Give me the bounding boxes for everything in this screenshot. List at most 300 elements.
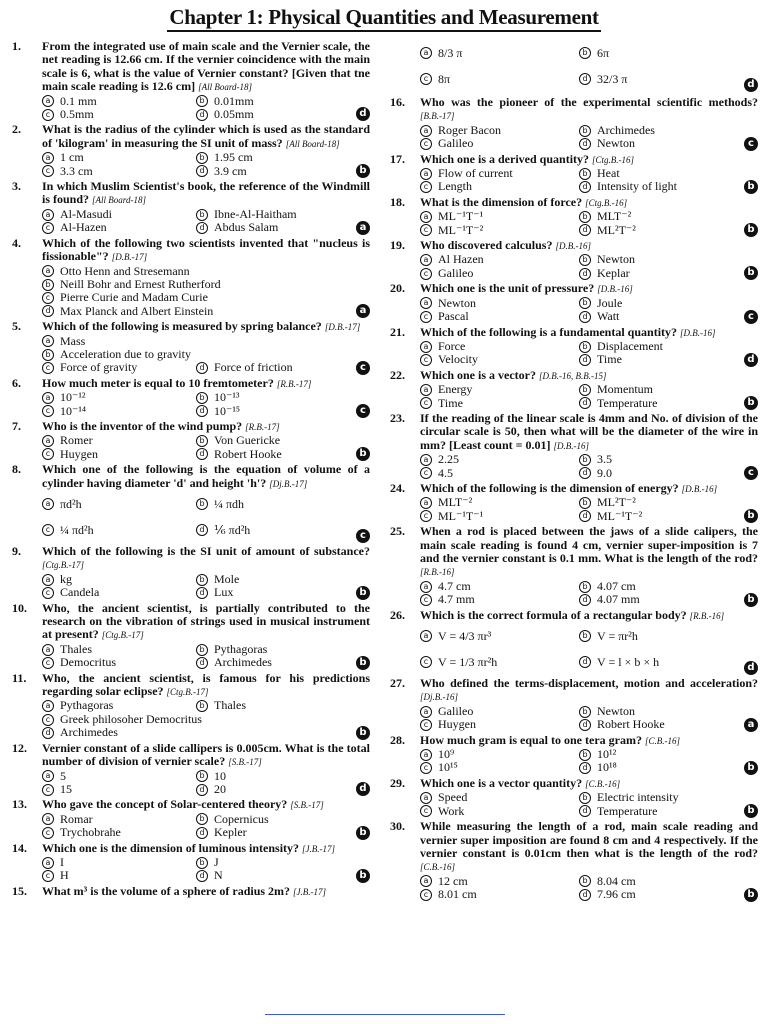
option-text: 10¹² [597,747,617,762]
option-marker: b [196,95,208,107]
option-b [42,278,344,291]
answer-badge: b [356,826,370,840]
option-b [579,580,732,593]
question-20 [390,282,758,323]
option-a [420,748,573,761]
option-marker: a [42,265,54,277]
option-text: 1.95 cm [214,150,253,165]
option-b [42,348,344,361]
option-marker: d [579,467,591,479]
option-text: 0.1 mm [60,93,97,108]
option-b [196,573,344,586]
answer-badge: b [356,447,370,461]
option-marker: c [420,719,432,731]
option-a [420,496,573,509]
option-d [579,224,732,237]
question-number: 11. [12,670,27,685]
option-a [420,210,573,223]
question-9 [12,545,370,600]
option-marker: b [579,497,591,509]
question-10 [12,602,370,670]
board-source: [C.B.-16] [644,735,680,746]
board-source: [B.B.-17] [420,111,455,122]
option-text: 8.01 cm [438,887,477,902]
option-text: Huygen [60,446,98,461]
options-list [12,770,370,797]
board-source: [D.B.-16] [680,327,716,338]
option-text: 32/3 π [597,72,628,86]
question-number: 17. [390,151,405,166]
option-a [42,573,190,586]
left-column [12,40,370,899]
option-marker: c [420,762,432,774]
question-body: Who discovered calculus? [420,238,556,253]
question-row [390,96,758,124]
option-text: Temperature [597,803,658,818]
question-21 [390,326,758,367]
option-c [42,448,190,461]
option-marker: c [42,524,54,536]
option-d [579,397,732,410]
page-title: Chapter 1: Physical Quantities and Measurement [0,5,768,30]
option-text: 10⁻¹³ [214,390,240,405]
option-a [420,297,573,310]
question-body: Which one is the unit of pressure? [420,281,598,296]
option-marker: a [420,125,432,137]
option-a [42,813,190,826]
option-text: Force [438,338,466,353]
answer-badge: d [744,78,758,92]
question-number: 29. [390,775,405,790]
option-text: Robert Hooke [597,717,665,732]
option-marker: b [196,209,208,221]
option-d [579,267,732,280]
option-text: Pythagoras [214,641,268,656]
answer-badge: b [744,266,758,280]
option-marker: a [42,813,54,825]
question-row [390,777,758,791]
option-text: Otto Henn and Stresemann [60,263,190,278]
board-source: [R.B.-17] [276,378,312,389]
option-marker: d [579,719,591,731]
option-text: Energy [438,382,473,397]
option-text: Candela [60,585,100,600]
question-number: 8. [12,462,21,477]
option-text: 8/3 π [438,46,463,60]
option-text: 3.3 cm [60,163,93,178]
option-marker: b [579,125,591,137]
option-d [196,165,344,178]
option-text: ML⁻¹T⁻¹ [438,508,484,523]
option-marker: c [42,109,54,121]
option-text: 20 [214,781,226,796]
option-text: Neill Bohr and Ernest Rutherford [60,276,221,291]
option-d [579,761,732,774]
option-d [196,517,344,543]
option-marker: a [420,454,432,466]
option-marker: b [579,454,591,466]
option-text: Velocity [438,352,478,367]
question-text [420,196,758,210]
option-text: Heat [597,166,620,181]
option-marker: d [579,311,591,323]
option-marker: c [420,889,432,901]
question-text [42,377,370,391]
option-b [196,151,344,164]
option-text: Force of gravity [60,360,138,375]
option-text: Work [438,803,465,818]
option-text: 0.5mm [60,107,94,122]
question-14 [12,842,370,883]
option-marker: a [420,792,432,804]
option-marker: d [579,656,591,668]
answer-badge: b [744,396,758,410]
question-number: 22. [390,367,405,382]
board-source: [Ctg.B.-17] [166,687,209,698]
option-text: Galileo [438,265,474,280]
question-text [420,282,758,296]
question-number: 27. [390,676,405,691]
options-list [390,383,758,410]
option-a [420,875,573,888]
board-source: [S.B.-17] [290,800,324,811]
option-a [42,491,190,517]
option-b [196,491,344,517]
option-b [196,95,344,108]
option-marker: d [579,805,591,817]
question-body: Which one is the dimension of luminous intensity? [42,840,303,855]
question-text [42,123,370,151]
question-text [420,777,758,791]
question-text [42,237,370,265]
question-text [42,602,370,643]
option-marker: c [420,181,432,193]
option-d [579,66,732,92]
option-marker: a [420,497,432,509]
option-text: ML⁻¹T⁻² [597,508,643,523]
option-c [420,593,573,606]
options-list [12,391,370,418]
option-text: 6π [597,46,610,60]
question-number: 24. [390,480,405,495]
board-source: [Ctg.B.-16] [585,197,628,208]
question-row [390,820,758,875]
answer-badge: c [744,466,758,480]
option-marker: d [579,268,591,280]
board-source: [Ctg.B.-16] [592,154,635,165]
board-source: [All Board-18] [285,138,340,149]
option-marker: b [579,341,591,353]
option-text: Acceleration due to gravity [60,346,191,361]
question-number: 19. [390,238,405,253]
option-c [42,405,190,418]
option-marker: b [579,384,591,396]
question-28 [390,734,758,775]
option-text: Galileo [438,703,474,718]
option-text: Kepler [214,825,247,840]
options-list [12,813,370,840]
question-1 [12,40,370,121]
option-marker: b [579,47,591,59]
question-row [390,412,758,453]
option-marker: d [42,727,54,739]
question-text [420,609,758,623]
option-text: Archimedes [597,122,655,137]
answer-badge: b [356,656,370,670]
option-text: Archimedes [214,655,272,670]
question-2 [12,123,370,178]
option-marker: a [42,644,54,656]
option-marker: a [42,770,54,782]
question-row [390,326,758,340]
option-marker: a [42,392,54,404]
option-marker: c [420,397,432,409]
option-d [579,180,732,193]
question-text [420,153,758,167]
question-text [420,677,758,705]
answer-badge: d [744,661,758,675]
option-d [196,405,344,418]
option-marker: a [420,384,432,396]
question-body: Which of the following is the SI unit of amount of substance? [42,544,370,558]
option-b [579,383,732,396]
option-marker: d [579,510,591,522]
option-c [42,869,190,882]
question-row [12,672,370,700]
answer-badge: a [356,304,370,318]
option-text: 4.07 mm [597,592,640,607]
option-text: Democritus [60,655,116,670]
question-text [42,40,370,95]
question-number: 3. [12,179,21,194]
option-text: 4.5 [438,465,453,480]
question-row [12,463,370,491]
board-source: [D.B.-16] [555,241,591,252]
question-5 [12,320,370,375]
option-text: Archimedes [60,725,118,740]
question-number: 4. [12,235,21,250]
option-a [420,791,573,804]
question-row [390,734,758,748]
options-list [390,40,758,92]
option-marker: c [42,292,54,304]
footer-link-line [265,1014,505,1015]
question-body: Who, the ancient scientist, is famous for his predictions regarding solar eclipse? [42,670,370,699]
option-marker: b [196,644,208,656]
question-row [390,677,758,705]
option-d [579,718,732,731]
question-text [42,545,370,573]
question-row [390,369,758,383]
option-marker: d [196,657,208,669]
question-30 [390,820,758,901]
option-marker: d [196,524,208,536]
option-marker: d [579,138,591,150]
option-marker: b [579,630,591,642]
option-c [420,718,573,731]
option-text: kg [60,571,72,586]
option-marker: b [579,581,591,593]
option-c [420,397,573,410]
option-d [579,353,732,366]
option-c [42,783,190,796]
question-body: Who was the pioneer of the experimental scientific methods? [420,95,758,109]
option-d [196,108,344,121]
answer-badge: a [744,718,758,732]
question-row [12,742,370,770]
question-22 [390,369,758,410]
option-text: Newton [597,703,635,718]
answer-badge: d [356,782,370,796]
option-marker: d [196,165,208,177]
option-a [420,453,573,466]
question-row [12,885,370,899]
option-text: Temperature [597,395,658,410]
option-b [579,253,732,266]
option-d [579,137,732,150]
answer-badge: b [744,509,758,523]
question-body: Who gave the concept of Solar-centered theory? [42,797,291,812]
option-marker: c [420,594,432,606]
question-16 [390,96,758,151]
answer-badge: b [356,586,370,600]
option-a [42,95,190,108]
option-text: 9.0 [597,465,612,480]
answer-badge: b [356,869,370,883]
question-row [390,153,758,167]
option-d [196,221,344,234]
question-body: How much gram is equal to one tera gram? [420,732,645,747]
option-text: Max Planck and Albert Einstein [60,303,214,318]
options-list [390,705,758,732]
board-source: [All Board-18] [198,82,253,93]
option-marker: a [42,152,54,164]
board-source: [D.B.-16] [553,440,589,451]
option-text: ¼ πdh [214,497,245,511]
question-6 [12,377,370,418]
question-text [420,820,758,875]
option-text: Force of friction [214,360,293,375]
option-a [42,856,190,869]
option-b [579,791,732,804]
answer-badge: c [356,404,370,418]
option-c [42,517,190,543]
option-marker: a [42,498,54,510]
option-marker: b [579,749,591,761]
option-text: V = 1/3 πr²h [438,655,498,670]
option-marker: d [579,594,591,606]
option-text: 8.04 cm [597,873,636,888]
option-text: Lux [214,585,234,600]
option-marker: a [420,168,432,180]
option-a [42,208,190,221]
option-b [579,124,732,137]
option-text: πd²h [60,497,82,511]
option-c [420,649,573,675]
board-source: [Ctg.B.-17] [42,560,85,571]
option-c [42,361,190,374]
option-marker: a [42,574,54,586]
answer-badge: b [356,726,370,740]
option-marker: d [196,222,208,234]
question-row [12,842,370,856]
options-list [12,151,370,178]
option-text: V = l × b × h [597,655,660,670]
question-row [12,798,370,812]
question-row [390,196,758,210]
option-d [196,656,344,669]
option-text: 4.7 cm [438,578,471,593]
board-source: [R.B.-17] [245,421,280,432]
option-b [579,748,732,761]
option-text: 15 [60,781,72,796]
option-marker: b [579,254,591,266]
question-text [42,180,370,208]
option-b [579,875,732,888]
options-list [390,580,758,607]
option-marker: d [196,109,208,121]
option-b [579,705,732,718]
option-d [579,593,732,606]
option-text: Trychobrahe [60,825,121,840]
question-18 [390,196,758,237]
option-marker: d [579,181,591,193]
option-text: 8π [438,72,451,86]
option-marker: a [420,749,432,761]
question-row [12,377,370,391]
question-body: Who defined the terms-displacement, motion and acceleration? [420,676,758,691]
answer-badge: b [356,164,370,178]
options-list [12,643,370,670]
option-marker: c [42,405,54,417]
question-15 [12,885,370,899]
option-b [196,208,344,221]
question-row [390,482,758,496]
option-d [579,467,732,480]
option-text: Al Hazen [438,252,484,267]
option-marker: c [42,870,54,882]
option-text: Ibne-Al-Haitham [214,206,297,221]
question-text [420,239,758,253]
question-row [12,602,370,643]
board-source: [D.B.-16, B.B.-15] [539,370,607,381]
answer-badge: b [744,223,758,237]
question-body: From the integrated use of main scale and the Vernier scale, the net reading is 12.66 cm. If the vernier coincidence with the main scale is 6, what is the value of Vernier constant? [Given that tne main scale reading is 12.6 cm] [42,39,370,94]
option-text: MLT⁻² [438,495,473,510]
question-number: 16. [390,95,405,109]
answer-badge: b [744,593,758,607]
question-body: What is the dimension of force? [420,194,586,209]
option-marker: c [42,587,54,599]
question-body: Which one is a vector quantity? [420,775,586,790]
option-text: MLT⁻² [597,209,632,224]
option-text: Length [438,179,472,194]
question-body: Which of the following is the dimension of energy? [420,480,682,495]
option-d [579,510,732,523]
option-c [42,713,344,726]
option-text: ¼ πd²h [60,523,94,537]
board-source: [J.B.-17] [302,843,336,854]
option-text: Romer [60,433,93,448]
option-text: Von Guericke [214,433,281,448]
answer-badge: c [356,529,370,543]
option-text: Joule [597,295,623,310]
options-list [12,335,370,375]
option-c [420,180,573,193]
question-text [42,842,370,856]
option-marker: c [420,224,432,236]
option-c [42,221,190,234]
